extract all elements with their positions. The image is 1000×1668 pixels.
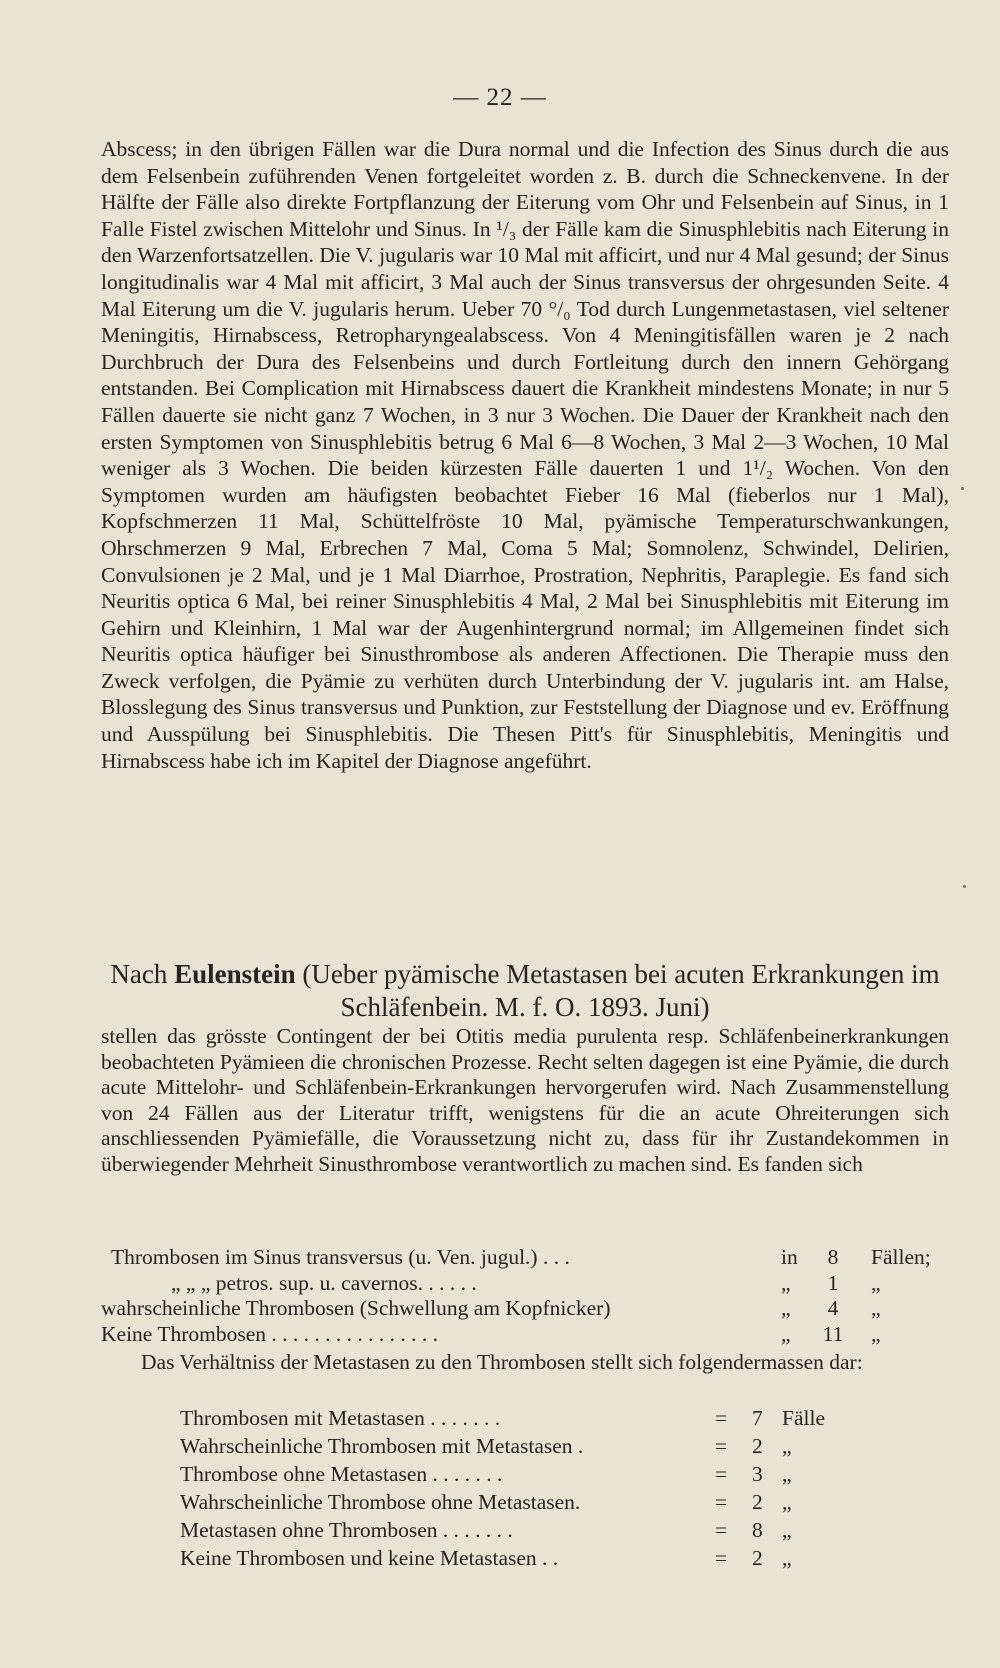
paragraph: stellen das grösste Contingent der bei Otitis media purulenta resp. Schläfenbeinerkrankungen beobachteten Pyämieen die chronischen Prozesse. Recht selten dagegen ist eine Pyämie, die durch acute Mittelohr- und Schläfenbein-Erkrankungen hervorgerufen wird. Nach Zusammenstellung von 24 Fällen aus der Literatur trifft, wenigstens für die an acute Ohreiterungen sich anschliessenden Pyämiefälle, die Voraussetzung nicht zu, dass für ihr Zustandekommen in überwiegender Mehrheit Sinusthrombose verantwortlich zu machen sind. Es fanden sich — [101, 1024, 949, 1176]
heading-prefix: Nach — [110, 959, 175, 989]
row-count: 4 — [827, 1296, 839, 1321]
row-count: 8 — [752, 1518, 763, 1542]
equals-sign: = — [715, 1518, 728, 1542]
table-row — [101, 1271, 961, 1297]
row-unit: „ — [871, 1296, 881, 1321]
equals-sign: = — [715, 1490, 728, 1514]
equals-sign: = — [715, 1434, 728, 1458]
row-count: 8 — [827, 1245, 839, 1269]
row-unit: Fällen; — [871, 1245, 931, 1269]
table-row — [180, 1462, 880, 1490]
row-unit: „ — [782, 1434, 792, 1458]
row-label: Thrombosen im Sinus transversus (u. Ven. jugul.) . . . — [111, 1245, 570, 1269]
row-label: Wahrscheinliche Thrombosen mit Metastasen . — [180, 1434, 584, 1458]
row-unit: „ — [782, 1546, 792, 1570]
row-count: 3 — [752, 1462, 763, 1486]
table-row — [180, 1406, 880, 1434]
equals-sign: = — [715, 1406, 728, 1430]
row-unit: Fälle — [782, 1406, 825, 1430]
row-marker: „ — [781, 1296, 791, 1321]
row-unit: „ — [871, 1321, 881, 1346]
table-row — [180, 1434, 880, 1462]
table-row — [101, 1296, 961, 1322]
row-label: Wahrscheinliche Thrombose ohne Metastasen. — [180, 1490, 581, 1514]
row-count: 11 — [822, 1321, 844, 1346]
row-label: Keine Thrombosen und keine Metastasen . . — [180, 1546, 559, 1570]
table-row — [180, 1546, 880, 1574]
table-row — [101, 1245, 961, 1271]
row-count: 1 — [827, 1270, 839, 1295]
heading-rest: (Ueber pyämische Metastasen bei acuten Erkrankungen im Schläfenbein. M. f. O. 1893. Juni) — [295, 959, 940, 1022]
row-label: Keine Thrombosen . . . . . . . . . . . . . . . . — [101, 1321, 438, 1346]
equals-sign: = — [715, 1462, 728, 1486]
row-marker: in — [781, 1245, 798, 1269]
row-unit: „ — [782, 1490, 792, 1514]
heading-author: Eulenstein — [174, 959, 296, 989]
paper-speck — [963, 885, 966, 888]
section-heading — [101, 958, 949, 1024]
row-label: „ „ „ petros. sup. u. cavernos. . . . . . — [171, 1270, 477, 1295]
row-count: 7 — [752, 1406, 763, 1430]
main-text-block — [101, 136, 949, 774]
row-count: 2 — [752, 1546, 763, 1570]
paper-speck — [961, 487, 964, 490]
row-label: Thrombose ohne Metastasen . . . . . . . — [180, 1462, 503, 1486]
row-label: Thrombosen mit Metastasen . . . . . . . — [180, 1406, 501, 1430]
row-unit: „ — [782, 1518, 792, 1542]
row-label: wahrscheinliche Thrombosen (Schwellung am Kopfnicker) — [101, 1296, 611, 1321]
row-count: 2 — [752, 1434, 763, 1458]
table-row — [180, 1518, 880, 1546]
table-row — [180, 1490, 880, 1518]
row-unit: „ — [782, 1462, 792, 1486]
equals-sign: = — [715, 1546, 728, 1570]
row-label: Metastasen ohne Thrombosen . . . . . . . — [180, 1518, 513, 1542]
page-number: — 22 — — [453, 84, 547, 111]
row-marker: „ — [781, 1321, 791, 1346]
metastasis-ratio-table — [180, 1406, 880, 1574]
row-unit: „ — [871, 1270, 881, 1295]
table-row — [101, 1322, 961, 1348]
row-count: 2 — [752, 1490, 763, 1514]
thrombosis-count-table — [101, 1245, 961, 1347]
second-text-block — [101, 1024, 949, 1178]
row-marker: „ — [781, 1270, 791, 1295]
paragraph: Abscess; in den übrigen Fällen war die Dura normal und die Infection des Sinus durch die aus dem Felsenbein zuführenden Venen fortgeleitet worden z. B. durch die Schneckenvene. In der Hälfte der Fälle also direkte Fortpflanzung der Eiterung vom Ohr und Felsenbein auf Sinus, in 1 Falle Fistel zwischen Mittelohr und Sinus. In ¹/₃ der Fälle kam die Sinusphlebitis nach Eiterung in den Warzenfortsatzellen. Die V. jugularis war 10 Mal mit afficirt, und nur 4 Mal gesund; der Sinus longitudinalis war 4 Mal mit afficirt, 3 Mal auch der Sinus transversus der ohrgesunden Seite. 4 Mal Eiterung um die V. jugularis herum. Ueber 70 °/₀ Tod durch Lungenmetastasen, viel seltener Meningitis, Hirnabscess, Retropharyngealabscess. Von 4 Meningitisfällen waren je 2 nach Durchbruch der Dura des Felsenbeins und durch Fortleitung durch den innern Gehörgang entstanden. Bei Complication mit Hirnabscess dauert die Krankheit mindestens Monate; in nur 5 Fällen dauerte sie nicht ganz 7 Wochen, in 3 nur 3 Wochen. Die Dauer der Krankheit nach den ersten Symptomen von Sinusphlebitis betrug 6 Mal 6—8 Wochen, 3 Mal 2—3 Wochen, 10 Mal weniger als 3 Wochen. Die beiden kürzesten Fälle dauerten 1 und 1¹/₂ Wochen. Von den Symptomen wurden am häufigsten beobachtet Fieber 16 Mal (fieberlos nur 1 Mal), Kopfschmerzen 11 Mal, Schüttelfröste 10 Mal, pyämische Temperaturschwankungen, Ohrschmerzen 9 Mal, Erbrechen 7 Mal, Coma 5 Mal; Somnolenz, Schwindel, Delirien, Convulsionen je 2 Mal, und je 1 Mal Diarrhoe, Prostration, Nephritis, Paraplegie. Es fand sich Neuritis optica 6 Mal, bei reiner Sinusphlebitis 4 Mal, 2 Mal bei Sinusphlebitis mit Eiterung im Gehirn und Kleinhirn, 1 Mal war der Augenhintergrund normal; im Allgemeinen findet sich Neuritis optica häufiger bei Sinusthrombose als anderen Affectionen. Die Therapie muss den Zweck verfolgen, die Pyämie zu verhüten durch Unterbindung der V. jugularis int. am Halse, Blosslegung des Sinus transversus und Punktion, zur Feststellung der Diagnose und ev. Eröffnung und Ausspülung bei Sinusphlebitis. Die Thesen Pitt's für Sinusphlebitis, Meningitis und Hirnabscess habe ich im Kapitel der Diagnose angeführt. — [101, 137, 949, 773]
ratio-paragraph: Das Verhältniss der Metastasen zu den Thrombosen stellt sich folgendermassen dar: — [141, 1350, 863, 1374]
